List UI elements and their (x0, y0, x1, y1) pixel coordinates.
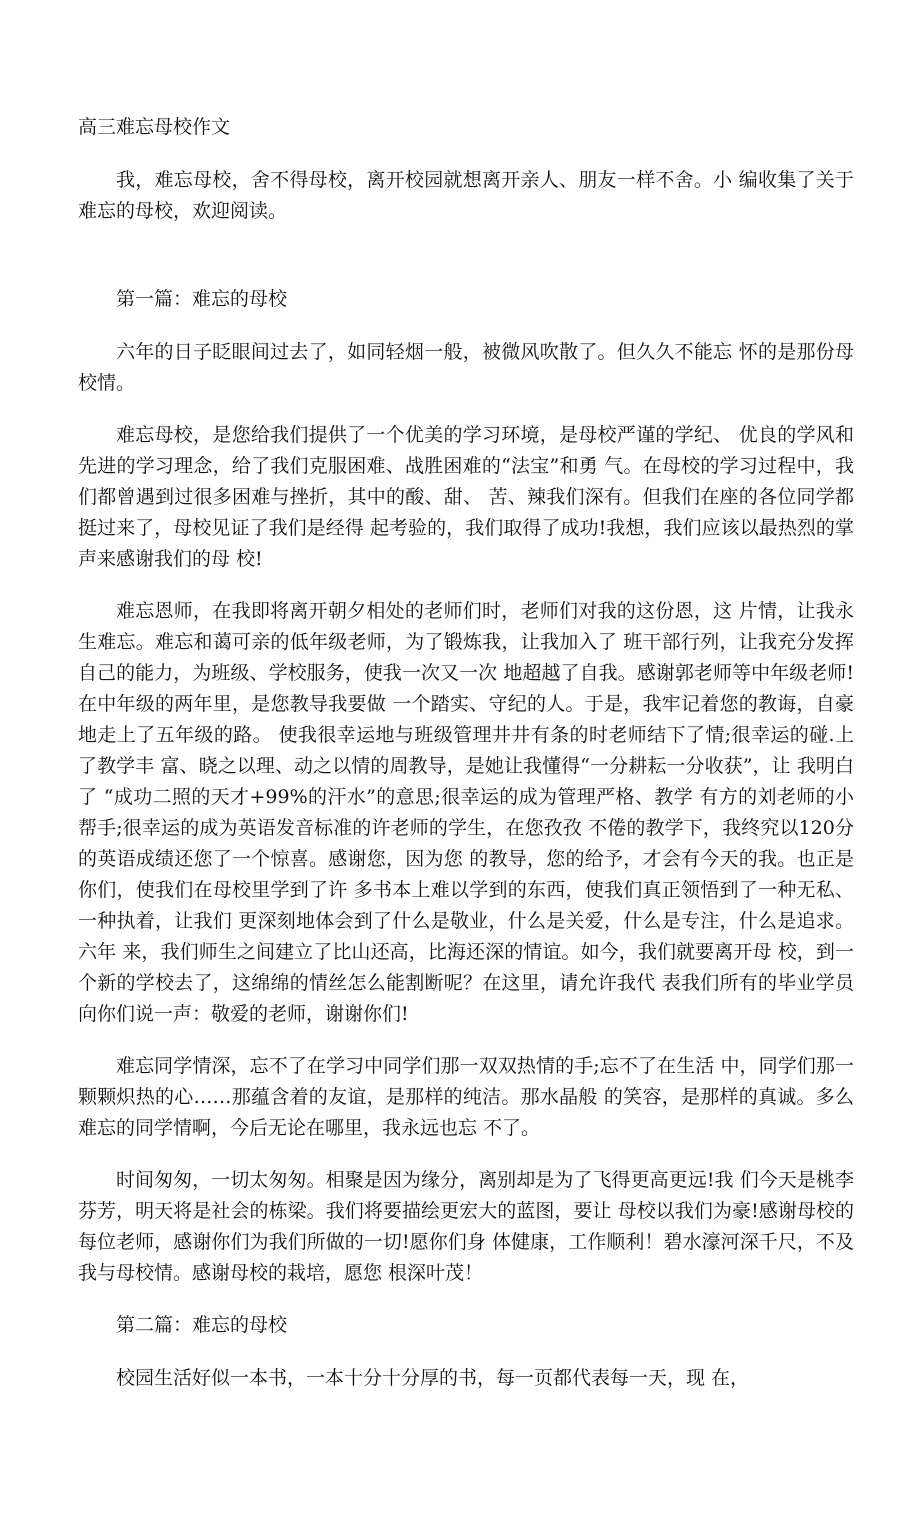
section-1-paragraph-2: 难忘母校，是您给我们提供了一个优美的学习环境，是母校严谨的学纪、 优良的学风和先进的学习理念，给了我们克服困难、战胜困难的“法宝”和勇 气。在母校的学习过程中，我们都曾遇到过很多困难与挫折，其中的酸、甜、 苦、辣我们深有。但我们在座的各位同学都挺过来了，母校见证了我们是经得 起考验的，我们取得了成功!我想，我们应该以最热烈的掌声来感谢我们的母 校! (78, 424, 854, 570)
section-1-paragraph-3: 难忘恩师，在我即将离开朝夕相处的老师们时，老师们对我的这份恩，这 片情，让我永生难忘。难忘和蔼可亲的低年级老师，为了锻炼我，让我加入了 班干部行列，让我充分发挥自己的能力，为班级、学校服务，使我一次又一次 地超越了自我。感谢郭老师等中年级老师!在中年级的两年里，是您教导我要做 一个踏实、守纪的人。于是，我牢记着您的教诲，自豪地走上了五年级的路。 使我很幸运地与班级管理井井有条的时老师结下了情;很幸运的碰.上了教学丰 富、晓之以理、动之以情的周教导，是她让我懂得“一分耕耘一分收获”，让 我明白了 “成功二照的天才+99%的汗水”的意思;很幸运的成为管理严格、教学 有方的刘老师的小帮手;很幸运的成为英语发音标准的许老师的学生，在您孜孜 不倦的教学下，我终究以120分的英语成绩还您了一个惊喜。感谢您，因为您 的教导，您的给予，才会有今天的我。也正是你们，使我们在母校里学到了许 多书本上难以学到的东西，使我们真正领悟到了一种无私、一种执着，让我们 更深刻地体会到了什么是敬业，什么是关爱，什么是专注，什么是追求。六年 来，我们师生之间建立了比山还高，比海还深的情谊。如今，我们就要离开母 校，到一个新的学校去了，这绵绵的情丝怎么能割断呢？在这里，请允许我代 表我们所有的毕业学员向你们说一声：敬爱的老师，谢谢你们! (78, 600, 854, 1025)
section-1-paragraph-1: 六年的日子眨眼间过去了，如同轻烟一般，被微风吹散了。但久久不能忘 怀的是那份母校情。 (78, 341, 854, 394)
intro-paragraph: 我，难忘母校，舍不得母校，离开校园就想离开亲人、朋友一样不舍。小 编收集了关于难忘的母校，欢迎阅读。 (78, 169, 854, 222)
section-2-paragraph-1: 校园生活好似一本书，一本十分十分厚的书，每一页都代表每一天，现 在， (116, 1367, 750, 1389)
document-title: 高三难忘母校作文 (78, 116, 231, 138)
document-page (78, 112, 854, 1415)
section-1-paragraph-4: 难忘同学情深，忘不了在学习中同学们那一双双热情的手;忘不了在生活 中，同学们那一颗颗炽热的心……那蕴含着的友谊，是那样的纯洁。那水晶般 的笑容，是那样的真诚。多么难忘的同学情啊，今后无论在哪里，我永远也忘 不了。 (78, 1055, 854, 1139)
section-1-paragraph-5: 时间匆匆，一切太匆匆。相聚是因为缘分，离别却是为了飞得更高更远!我 们今天是桃李芬芳，明天将是社会的栋梁。我们将要描绘更宏大的蓝图，要让 母校以我们为豪!感谢母校的每位老师，感谢你们为我们所做的一切!愿你们身 体健康，工作顺利！碧水濠河深千尺，不及我与母校情。感谢母校的栽培，愿您 根深叶茂！ (78, 1169, 854, 1284)
section-1-heading: 第一篇：难忘的母校 (116, 288, 288, 310)
section-2-heading: 第二篇：难忘的母校 (116, 1314, 288, 1336)
